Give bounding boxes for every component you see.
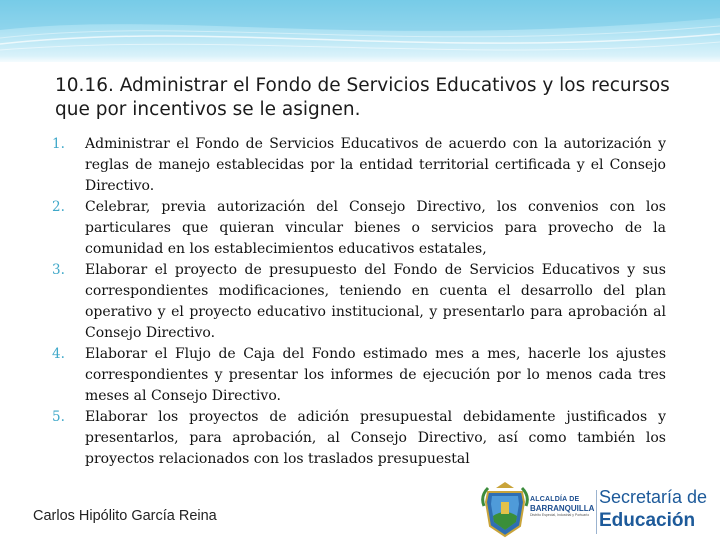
list-item — [52, 344, 666, 407]
list-item — [52, 260, 666, 344]
list-item — [52, 134, 666, 197]
city-seal-icon — [480, 482, 530, 538]
banner-wave-decoration — [0, 0, 720, 62]
list-item — [52, 197, 666, 260]
author-name: Carlos Hipólito García Reina — [33, 508, 217, 524]
alcaldia-logo — [530, 496, 594, 532]
banner-fade — [0, 56, 720, 62]
list-item-number: 1. — [52, 136, 65, 152]
list-item-text: Elaborar el proyecto de presupuesto del Fondo de Servicios Educativos y sus correspondientes modificaciones, teniendo en cuenta el desarrollo del plan operativo y el proyecto educativo institucional, y presentarlo para aprobación al Consejo Directivo. — [85, 262, 666, 341]
content-list — [52, 134, 666, 470]
educacion-text: Educación — [599, 510, 696, 531]
list-item-number: 3. — [52, 262, 65, 278]
alcaldia-line1: ALCALDÍA DE — [530, 496, 580, 503]
list-item-text: Elaborar los proyectos de adición presupuestal debidamente justificados y presentarlos, para aprobación, al Consejo Directivo, así como también los proyectos relacionados con los traslados presupuestal — [85, 409, 666, 467]
slide-title: 10.16. Administrar el Fondo de Servicios Educativos y los recursos que por incentivos se le asignen. — [55, 75, 670, 120]
logo-divider — [596, 490, 597, 534]
list-item-number: 4. — [52, 346, 65, 362]
list-item-text: Administrar el Fondo de Servicios Educativos de acuerdo con la autorización y reglas de manejo establecidas por la entidad territorial certificada y el Consejo Directivo. — [85, 136, 666, 194]
secretaria-text: Secretaría de — [599, 487, 708, 507]
top-banner — [0, 0, 720, 62]
list-item-text: Celebrar, previa autorización del Consejo Directivo, los convenios con los particulares que quieran vincular bienes o servicios para provecho de la comunidad en los establecimientos educativos estatales, — [85, 199, 666, 257]
list-item-number: 2. — [52, 199, 65, 215]
alcaldia-line2: BARRANQUILLA — [530, 504, 595, 513]
logo-block — [478, 482, 720, 540]
list-item — [52, 407, 666, 470]
list-item-text: Elaborar el Flujo de Caja del Fondo estimado mes a mes, hacerle los ajustes correspondientes y presentar los informes de ejecución por lo menos cada tres meses al Consejo Directivo. — [85, 346, 666, 404]
list-item-number: 5. — [52, 409, 65, 425]
alcaldia-line3: Distrito Especial, Industrial y Portuario — [530, 513, 590, 517]
